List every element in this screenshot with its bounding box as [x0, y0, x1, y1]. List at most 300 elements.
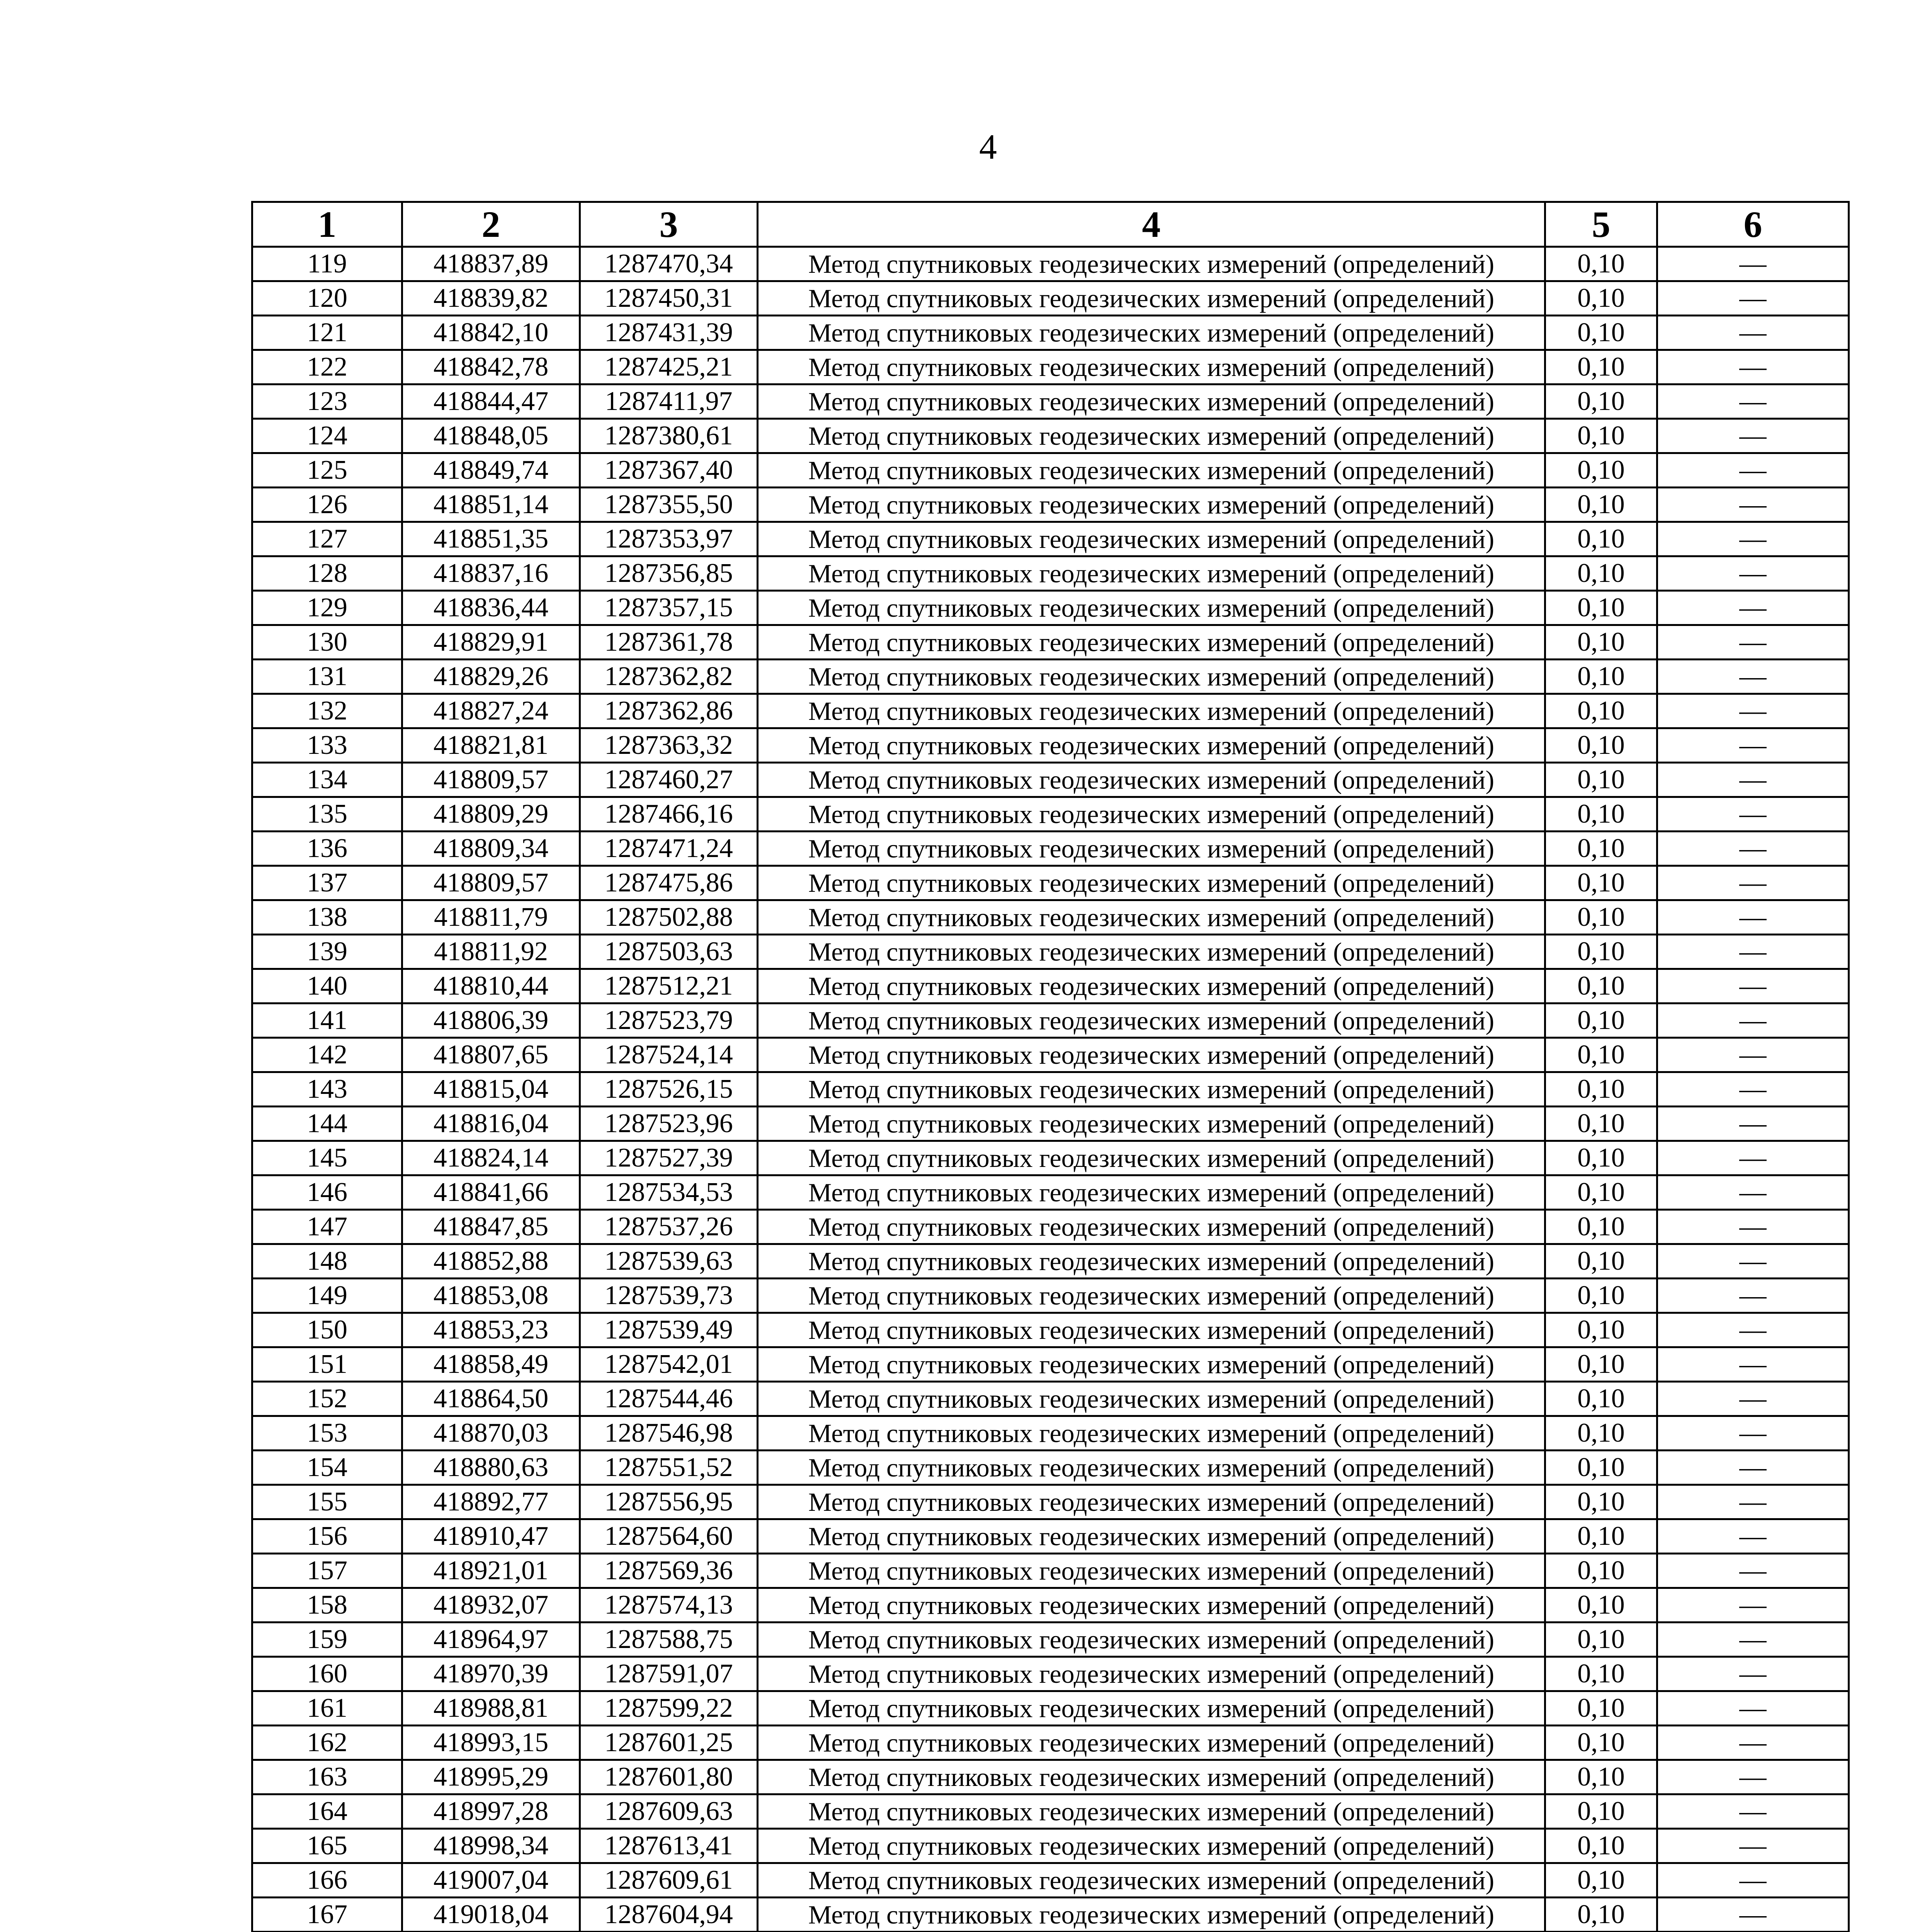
accuracy-cell: 0,10: [1545, 1038, 1657, 1072]
note-cell: —: [1657, 1863, 1849, 1898]
method-cell: Метод спутниковых геодезических измерений (определений): [758, 797, 1545, 832]
point-number-cell: 138: [252, 900, 402, 935]
y-coordinate-cell: 1287523,96: [580, 1107, 758, 1141]
table-row: [252, 316, 1849, 350]
y-coordinate-cell: 1287537,26: [580, 1210, 758, 1244]
x-coordinate-cell: 418997,28: [402, 1794, 580, 1829]
accuracy-cell: 0,10: [1545, 350, 1657, 384]
point-number-cell: 141: [252, 1003, 402, 1038]
y-coordinate-cell: 1287357,15: [580, 591, 758, 625]
method-cell: Метод спутниковых геодезических измерений (определений): [758, 1726, 1545, 1760]
x-coordinate-cell: 418964,97: [402, 1622, 580, 1657]
point-number-cell: 125: [252, 453, 402, 488]
y-coordinate-cell: 1287503,63: [580, 935, 758, 969]
method-cell: Метод спутниковых геодезических измерений (определений): [758, 556, 1545, 591]
note-cell: —: [1657, 1519, 1849, 1554]
table-row: [252, 694, 1849, 728]
table-row: [252, 1898, 1849, 1932]
accuracy-cell: 0,10: [1545, 522, 1657, 556]
table-row: [252, 1657, 1849, 1691]
point-number-cell: 166: [252, 1863, 402, 1898]
accuracy-cell: 0,10: [1545, 488, 1657, 522]
note-cell: —: [1657, 763, 1849, 797]
method-cell: Метод спутниковых геодезических измерений (определений): [758, 728, 1545, 763]
x-coordinate-cell: 418837,16: [402, 556, 580, 591]
y-coordinate-cell: 1287466,16: [580, 797, 758, 832]
table-row: [252, 1416, 1849, 1451]
table-row: [252, 1588, 1849, 1622]
point-number-cell: 135: [252, 797, 402, 832]
point-number-cell: 148: [252, 1244, 402, 1279]
x-coordinate-cell: 418844,47: [402, 384, 580, 419]
note-cell: —: [1657, 625, 1849, 660]
method-cell: Метод спутниковых геодезических измерений (определений): [758, 1382, 1545, 1416]
note-cell: —: [1657, 1622, 1849, 1657]
note-cell: —: [1657, 591, 1849, 625]
point-number-cell: 130: [252, 625, 402, 660]
point-number-cell: 158: [252, 1588, 402, 1622]
table-row: [252, 832, 1849, 866]
point-number-cell: 137: [252, 866, 402, 900]
method-cell: Метод спутниковых геодезических измерений (определений): [758, 247, 1545, 281]
method-cell: Метод спутниковых геодезических измерений (определений): [758, 1279, 1545, 1313]
point-number-cell: 128: [252, 556, 402, 591]
accuracy-cell: 0,10: [1545, 797, 1657, 832]
table-row: [252, 247, 1849, 281]
y-coordinate-cell: 1287460,27: [580, 763, 758, 797]
table-row: [252, 419, 1849, 453]
point-number-cell: 136: [252, 832, 402, 866]
table-row: [252, 453, 1849, 488]
table-body: [252, 247, 1849, 1932]
x-coordinate-cell: 418910,47: [402, 1519, 580, 1554]
y-coordinate-cell: 1287411,97: [580, 384, 758, 419]
method-cell: Метод спутниковых геодезических измерений (определений): [758, 419, 1545, 453]
note-cell: —: [1657, 247, 1849, 281]
x-coordinate-cell: 418839,82: [402, 281, 580, 316]
method-cell: Метод спутниковых геодезических измерений (определений): [758, 694, 1545, 728]
accuracy-cell: 0,10: [1545, 969, 1657, 1003]
method-cell: Метод спутниковых геодезических измерений (определений): [758, 1829, 1545, 1863]
x-coordinate-cell: 418858,49: [402, 1347, 580, 1382]
table-header-row: [252, 202, 1849, 247]
method-cell: Метод спутниковых геодезических измерений (определений): [758, 1107, 1545, 1141]
point-number-cell: 131: [252, 660, 402, 694]
method-cell: Метод спутниковых геодезических измерений (определений): [758, 1003, 1545, 1038]
y-coordinate-cell: 1287574,13: [580, 1588, 758, 1622]
point-number-cell: 127: [252, 522, 402, 556]
method-cell: Метод спутниковых геодезических измерений (определений): [758, 1898, 1545, 1932]
note-cell: —: [1657, 384, 1849, 419]
point-number-cell: 145: [252, 1141, 402, 1175]
table-row: [252, 1382, 1849, 1416]
note-cell: —: [1657, 1279, 1849, 1313]
y-coordinate-cell: 1287601,80: [580, 1760, 758, 1794]
point-number-cell: 134: [252, 763, 402, 797]
accuracy-cell: 0,10: [1545, 935, 1657, 969]
x-coordinate-cell: 418807,65: [402, 1038, 580, 1072]
point-number-cell: 120: [252, 281, 402, 316]
accuracy-cell: 0,10: [1545, 625, 1657, 660]
note-cell: —: [1657, 556, 1849, 591]
table-row: [252, 1519, 1849, 1554]
note-cell: —: [1657, 1141, 1849, 1175]
table-row: [252, 1691, 1849, 1726]
table-row: [252, 1038, 1849, 1072]
accuracy-cell: 0,10: [1545, 832, 1657, 866]
note-cell: —: [1657, 694, 1849, 728]
note-cell: —: [1657, 1347, 1849, 1382]
method-cell: Метод спутниковых геодезических измерений (определений): [758, 1863, 1545, 1898]
table-row: [252, 1829, 1849, 1863]
point-number-cell: 159: [252, 1622, 402, 1657]
point-number-cell: 126: [252, 488, 402, 522]
accuracy-cell: 0,10: [1545, 1691, 1657, 1726]
table-row: [252, 1141, 1849, 1175]
x-coordinate-cell: 418851,14: [402, 488, 580, 522]
coordinates-table: [251, 201, 1850, 1932]
accuracy-cell: 0,10: [1545, 384, 1657, 419]
x-coordinate-cell: 418892,77: [402, 1485, 580, 1519]
accuracy-cell: 0,10: [1545, 1210, 1657, 1244]
table-row: [252, 281, 1849, 316]
x-coordinate-cell: 418821,81: [402, 728, 580, 763]
accuracy-cell: 0,10: [1545, 1829, 1657, 1863]
point-number-cell: 124: [252, 419, 402, 453]
table-row: [252, 625, 1849, 660]
y-coordinate-cell: 1287591,07: [580, 1657, 758, 1691]
page-number: 4: [979, 127, 997, 167]
method-cell: Метод спутниковых геодезических измерений (определений): [758, 1485, 1545, 1519]
x-coordinate-cell: 418988,81: [402, 1691, 580, 1726]
accuracy-cell: 0,10: [1545, 1347, 1657, 1382]
table-row: [252, 1175, 1849, 1210]
x-coordinate-cell: 418809,57: [402, 763, 580, 797]
note-cell: —: [1657, 797, 1849, 832]
method-cell: Метод спутниковых геодезических измерений (определений): [758, 660, 1545, 694]
x-coordinate-cell: 418849,74: [402, 453, 580, 488]
method-cell: Метод спутниковых геодезических измерений (определений): [758, 1794, 1545, 1829]
y-coordinate-cell: 1287367,40: [580, 453, 758, 488]
table-row: [252, 1210, 1849, 1244]
point-number-cell: 165: [252, 1829, 402, 1863]
y-coordinate-cell: 1287355,50: [580, 488, 758, 522]
x-coordinate-cell: 418824,14: [402, 1141, 580, 1175]
x-coordinate-cell: 418810,44: [402, 969, 580, 1003]
x-coordinate-cell: 418853,23: [402, 1313, 580, 1347]
method-cell: Метод спутниковых геодезических измерений (определений): [758, 969, 1545, 1003]
accuracy-cell: 0,10: [1545, 419, 1657, 453]
table-row: [252, 1279, 1849, 1313]
x-coordinate-cell: 418816,04: [402, 1107, 580, 1141]
point-number-cell: 132: [252, 694, 402, 728]
method-cell: Метод спутниковых геодезических измерений (определений): [758, 625, 1545, 660]
table-row: [252, 1244, 1849, 1279]
accuracy-cell: 0,10: [1545, 1898, 1657, 1932]
header-cell-5: 5: [1545, 202, 1657, 247]
y-coordinate-cell: 1287609,63: [580, 1794, 758, 1829]
header-cell-3: 3: [580, 202, 758, 247]
x-coordinate-cell: 418842,10: [402, 316, 580, 350]
y-coordinate-cell: 1287613,41: [580, 1829, 758, 1863]
x-coordinate-cell: 418880,63: [402, 1451, 580, 1485]
x-coordinate-cell: 418809,57: [402, 866, 580, 900]
y-coordinate-cell: 1287601,25: [580, 1726, 758, 1760]
method-cell: Метод спутниковых геодезических измерений (определений): [758, 1347, 1545, 1382]
accuracy-cell: 0,10: [1545, 247, 1657, 281]
point-number-cell: 140: [252, 969, 402, 1003]
note-cell: —: [1657, 660, 1849, 694]
accuracy-cell: 0,10: [1545, 1313, 1657, 1347]
y-coordinate-cell: 1287544,46: [580, 1382, 758, 1416]
accuracy-cell: 0,10: [1545, 1141, 1657, 1175]
y-coordinate-cell: 1287523,79: [580, 1003, 758, 1038]
accuracy-cell: 0,10: [1545, 1175, 1657, 1210]
note-cell: —: [1657, 1416, 1849, 1451]
x-coordinate-cell: 418811,92: [402, 935, 580, 969]
point-number-cell: 123: [252, 384, 402, 419]
y-coordinate-cell: 1287526,15: [580, 1072, 758, 1107]
table-row: [252, 1622, 1849, 1657]
y-coordinate-cell: 1287539,73: [580, 1279, 758, 1313]
point-number-cell: 152: [252, 1382, 402, 1416]
point-number-cell: 167: [252, 1898, 402, 1932]
method-cell: Метод спутниковых геодезических измерений (определений): [758, 1210, 1545, 1244]
note-cell: —: [1657, 1794, 1849, 1829]
table-row: [252, 1485, 1849, 1519]
x-coordinate-cell: 418829,91: [402, 625, 580, 660]
note-cell: —: [1657, 453, 1849, 488]
note-cell: —: [1657, 522, 1849, 556]
note-cell: —: [1657, 832, 1849, 866]
table-row: [252, 935, 1849, 969]
y-coordinate-cell: 1287542,01: [580, 1347, 758, 1382]
point-number-cell: 151: [252, 1347, 402, 1382]
table-row: [252, 660, 1849, 694]
table-row: [252, 969, 1849, 1003]
accuracy-cell: 0,10: [1545, 1485, 1657, 1519]
note-cell: —: [1657, 969, 1849, 1003]
x-coordinate-cell: 418932,07: [402, 1588, 580, 1622]
note-cell: —: [1657, 728, 1849, 763]
accuracy-cell: 0,10: [1545, 1760, 1657, 1794]
note-cell: —: [1657, 900, 1849, 935]
accuracy-cell: 0,10: [1545, 1794, 1657, 1829]
x-coordinate-cell: 418837,89: [402, 247, 580, 281]
x-coordinate-cell: 418827,24: [402, 694, 580, 728]
point-number-cell: 155: [252, 1485, 402, 1519]
table-row: [252, 488, 1849, 522]
x-coordinate-cell: 418806,39: [402, 1003, 580, 1038]
note-cell: —: [1657, 1760, 1849, 1794]
note-cell: —: [1657, 866, 1849, 900]
method-cell: Метод спутниковых геодезических измерений (определений): [758, 350, 1545, 384]
method-cell: Метод спутниковых геодезических измерений (определений): [758, 1141, 1545, 1175]
accuracy-cell: 0,10: [1545, 1244, 1657, 1279]
note-cell: —: [1657, 1107, 1849, 1141]
y-coordinate-cell: 1287556,95: [580, 1485, 758, 1519]
y-coordinate-cell: 1287363,32: [580, 728, 758, 763]
accuracy-cell: 0,10: [1545, 694, 1657, 728]
note-cell: —: [1657, 1485, 1849, 1519]
method-cell: Метод спутниковых геодезических измерений (определений): [758, 900, 1545, 935]
x-coordinate-cell: 418851,35: [402, 522, 580, 556]
accuracy-cell: 0,10: [1545, 1726, 1657, 1760]
x-coordinate-cell: 418995,29: [402, 1760, 580, 1794]
table-row: [252, 866, 1849, 900]
table-row: [252, 591, 1849, 625]
method-cell: Метод спутниковых геодезических измерений (определений): [758, 384, 1545, 419]
point-number-cell: 154: [252, 1451, 402, 1485]
table-row: [252, 1863, 1849, 1898]
accuracy-cell: 0,10: [1545, 1622, 1657, 1657]
accuracy-cell: 0,10: [1545, 1657, 1657, 1691]
x-coordinate-cell: 418815,04: [402, 1072, 580, 1107]
method-cell: Метод спутниковых геодезических измерений (определений): [758, 522, 1545, 556]
table-row: [252, 1003, 1849, 1038]
note-cell: —: [1657, 1657, 1849, 1691]
x-coordinate-cell: 418998,34: [402, 1829, 580, 1863]
method-cell: Метод спутниковых геодезических измерений (определений): [758, 1416, 1545, 1451]
note-cell: —: [1657, 1898, 1849, 1932]
x-coordinate-cell: 418921,01: [402, 1554, 580, 1588]
point-number-cell: 161: [252, 1691, 402, 1726]
x-coordinate-cell: 418829,26: [402, 660, 580, 694]
x-coordinate-cell: 418842,78: [402, 350, 580, 384]
header-cell-2: 2: [402, 202, 580, 247]
method-cell: Метод спутниковых геодезических измерений (определений): [758, 1519, 1545, 1554]
point-number-cell: 144: [252, 1107, 402, 1141]
x-coordinate-cell: 418993,15: [402, 1726, 580, 1760]
point-number-cell: 146: [252, 1175, 402, 1210]
x-coordinate-cell: 418847,85: [402, 1210, 580, 1244]
method-cell: Метод спутниковых геодезических измерений (определений): [758, 1038, 1545, 1072]
method-cell: Метод спутниковых геодезических измерений (определений): [758, 1760, 1545, 1794]
point-number-cell: 119: [252, 247, 402, 281]
method-cell: Метод спутниковых геодезических измерений (определений): [758, 488, 1545, 522]
table-row: [252, 556, 1849, 591]
method-cell: Метод спутниковых геодезических измерений (определений): [758, 453, 1545, 488]
point-number-cell: 160: [252, 1657, 402, 1691]
y-coordinate-cell: 1287599,22: [580, 1691, 758, 1726]
table-row: [252, 1107, 1849, 1141]
point-number-cell: 147: [252, 1210, 402, 1244]
note-cell: —: [1657, 1829, 1849, 1863]
x-coordinate-cell: 418848,05: [402, 419, 580, 453]
method-cell: Метод спутниковых геодезических измерений (определений): [758, 832, 1545, 866]
header-cell-4: 4: [758, 202, 1545, 247]
point-number-cell: 121: [252, 316, 402, 350]
y-coordinate-cell: 1287353,97: [580, 522, 758, 556]
accuracy-cell: 0,10: [1545, 1279, 1657, 1313]
accuracy-cell: 0,10: [1545, 660, 1657, 694]
note-cell: —: [1657, 1554, 1849, 1588]
x-coordinate-cell: 419007,04: [402, 1863, 580, 1898]
accuracy-cell: 0,10: [1545, 763, 1657, 797]
y-coordinate-cell: 1287361,78: [580, 625, 758, 660]
note-cell: —: [1657, 1691, 1849, 1726]
y-coordinate-cell: 1287546,98: [580, 1416, 758, 1451]
y-coordinate-cell: 1287609,61: [580, 1863, 758, 1898]
note-cell: —: [1657, 935, 1849, 969]
y-coordinate-cell: 1287471,24: [580, 832, 758, 866]
y-coordinate-cell: 1287604,94: [580, 1898, 758, 1932]
note-cell: —: [1657, 1588, 1849, 1622]
accuracy-cell: 0,10: [1545, 316, 1657, 350]
point-number-cell: 157: [252, 1554, 402, 1588]
y-coordinate-cell: 1287539,49: [580, 1313, 758, 1347]
accuracy-cell: 0,10: [1545, 1588, 1657, 1622]
table-row: [252, 728, 1849, 763]
accuracy-cell: 0,10: [1545, 591, 1657, 625]
y-coordinate-cell: 1287534,53: [580, 1175, 758, 1210]
accuracy-cell: 0,10: [1545, 1451, 1657, 1485]
table-row: [252, 1313, 1849, 1347]
table-row: [252, 1451, 1849, 1485]
method-cell: Метод спутниковых геодезических измерений (определений): [758, 316, 1545, 350]
x-coordinate-cell: 418864,50: [402, 1382, 580, 1416]
method-cell: Метод спутниковых геодезических измерений (определений): [758, 763, 1545, 797]
accuracy-cell: 0,10: [1545, 900, 1657, 935]
header-cell-1: 1: [252, 202, 402, 247]
y-coordinate-cell: 1287502,88: [580, 900, 758, 935]
table-row: [252, 797, 1849, 832]
note-cell: —: [1657, 1003, 1849, 1038]
table-row: [252, 1726, 1849, 1760]
point-number-cell: 122: [252, 350, 402, 384]
method-cell: Метод спутниковых геодезических измерений (определений): [758, 591, 1545, 625]
x-coordinate-cell: 418809,34: [402, 832, 580, 866]
method-cell: Метод спутниковых геодезических измерений (определений): [758, 866, 1545, 900]
x-coordinate-cell: 418809,29: [402, 797, 580, 832]
point-number-cell: 156: [252, 1519, 402, 1554]
y-coordinate-cell: 1287527,39: [580, 1141, 758, 1175]
table-row: [252, 900, 1849, 935]
accuracy-cell: 0,10: [1545, 1554, 1657, 1588]
method-cell: Метод спутниковых геодезических измерений (определений): [758, 1244, 1545, 1279]
table-row: [252, 1554, 1849, 1588]
accuracy-cell: 0,10: [1545, 1107, 1657, 1141]
y-coordinate-cell: 1287470,34: [580, 247, 758, 281]
point-number-cell: 162: [252, 1726, 402, 1760]
y-coordinate-cell: 1287380,61: [580, 419, 758, 453]
point-number-cell: 142: [252, 1038, 402, 1072]
note-cell: —: [1657, 1038, 1849, 1072]
table-row: [252, 1760, 1849, 1794]
table-row: [252, 763, 1849, 797]
method-cell: Метод спутниковых геодезических измерений (определений): [758, 1691, 1545, 1726]
y-coordinate-cell: 1287450,31: [580, 281, 758, 316]
note-cell: —: [1657, 350, 1849, 384]
y-coordinate-cell: 1287512,21: [580, 969, 758, 1003]
note-cell: —: [1657, 1210, 1849, 1244]
x-coordinate-cell: 418970,39: [402, 1657, 580, 1691]
table-row: [252, 1347, 1849, 1382]
method-cell: Метод спутниковых геодезических измерений (определений): [758, 1451, 1545, 1485]
point-number-cell: 133: [252, 728, 402, 763]
table-row: [252, 522, 1849, 556]
accuracy-cell: 0,10: [1545, 1072, 1657, 1107]
note-cell: —: [1657, 281, 1849, 316]
table-row: [252, 350, 1849, 384]
y-coordinate-cell: 1287362,86: [580, 694, 758, 728]
note-cell: —: [1657, 1451, 1849, 1485]
x-coordinate-cell: 418836,44: [402, 591, 580, 625]
table-row: [252, 1794, 1849, 1829]
note-cell: —: [1657, 1382, 1849, 1416]
header-cell-6: 6: [1657, 202, 1849, 247]
y-coordinate-cell: 1287539,63: [580, 1244, 758, 1279]
